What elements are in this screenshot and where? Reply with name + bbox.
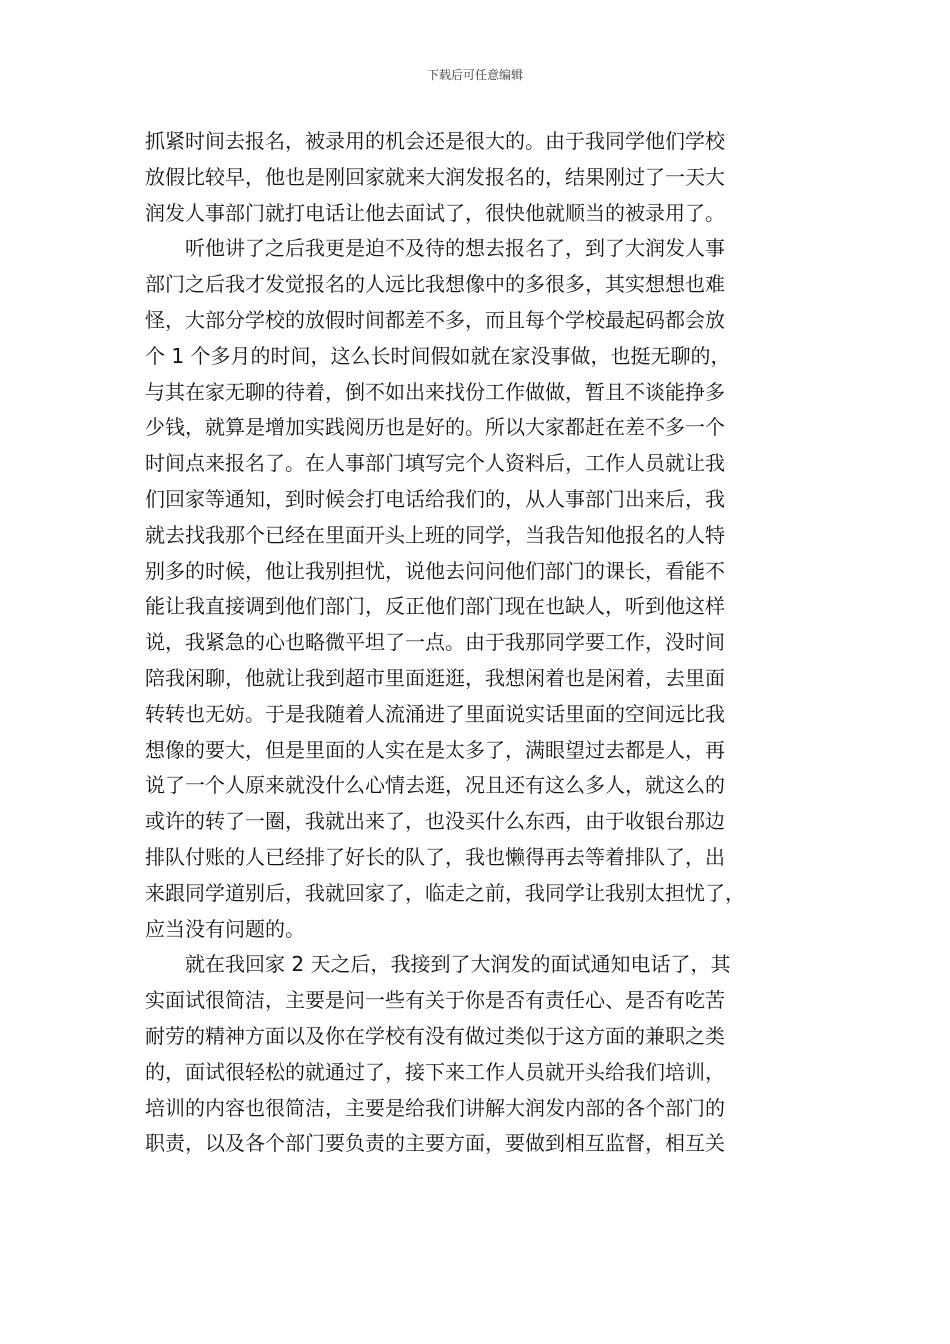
- text-line: 排队付账的人已经排了好长的队了，我也懒得再去等着排队了，出: [145, 845, 725, 869]
- text-line: 放假比较早，他也是刚回家就来大润发报名的，结果刚过了一天大: [145, 164, 725, 189]
- text-line: 说，我紧急的心也略微平坦了一点。由于我那同学要工作，没时间: [145, 630, 725, 655]
- text-line: 职责，以及各个部门要负责的主要方面，要做到相互监督，相互关: [145, 1131, 725, 1156]
- text-line: 陪我闲聊，他就让我到超市里面逛逛，我想闲着也是闲着，去里面: [145, 666, 725, 690]
- text-line: 来跟同学道别后，我就回家了，临走之前，我同学让我别太担忧了，: [145, 880, 745, 905]
- text-line: 耐劳的精神方面以及你在学校有没有做过类似于这方面的兼职之类: [145, 1024, 725, 1048]
- text-line: 想像的要大，但是里面的人实在是太多了，满眼望过去都是人，再: [145, 737, 725, 762]
- text-line: 们回家等通知，到时候会打电话给我们的，从人事部门出来后，我: [145, 487, 725, 511]
- text-line: 的，面试很轻松的就通过了，接下来工作人员就开头给我们培训，: [145, 1059, 725, 1084]
- text-line: 转转也无妨。于是我随着人流涌进了里面说实话里面的空间远比我: [145, 701, 725, 726]
- text-line: 润发人事部门就打电话让他去面试了，很快他就顺当的被录用了。: [145, 200, 725, 225]
- text-line: 就去找我那个已经在里面开头上班的同学，当我告知他报名的人特: [145, 522, 725, 547]
- text-line: 与其在家无聊的待着，倒不如出来找份工作做做，暂且不谈能挣多: [145, 379, 725, 404]
- text-line: 别多的时候，他让我别担忧，说他去问问他们部门的课长，看能不: [145, 558, 725, 583]
- text-line: 说了一个人原来就没什么心情去逛，况且还有这么多人，就这么的: [145, 773, 725, 798]
- text-line: 个 1 个多月的时间，这么长时间假如就在家没事做，也挺无聊的，: [145, 343, 731, 368]
- text-line: 培训的内容也很简洁，主要是给我们讲解大润发内部的各个部门的: [145, 1095, 725, 1120]
- page-header: 下载后可任意编辑: [426, 68, 523, 82]
- text-line: 部门之后我才发觉报名的人远比我想像中的多很多，其实想想也难: [145, 272, 725, 297]
- text-line: 抓紧时间去报名，被录用的机会还是很大的。由于我同学他们学校: [145, 129, 725, 153]
- text-line: 怪，大部分学校的放假时间都差不多，而且每个学校最起码都会放: [145, 308, 725, 332]
- text-line: 应当没有问题的。: [145, 916, 305, 941]
- text-line: 或许的转了一圈，我就出来了，也没买什么东西，由于收银台那边: [145, 809, 725, 834]
- text-line: 实面试很简洁，主要是问一些有关于你是否有责任心、是否有吃苦: [145, 988, 725, 1013]
- text-line: 就在我回家 2 天之后，我接到了大润发的面试通知电话了，其: [145, 952, 731, 977]
- text-line: 听他讲了之后我更是迫不及待的想去报名了，到了大润发人事: [145, 236, 725, 261]
- text-line: 能让我直接调到他们部门，反正他们部门现在也缺人，听到他这样: [145, 594, 725, 619]
- text-line: 时间点来报名了。在人事部门填写完个人资料后，工作人员就让我: [145, 451, 725, 476]
- text-line: 少钱，就算是增加实践阅历也是好的。所以大家都赶在差不多一个: [145, 415, 725, 440]
